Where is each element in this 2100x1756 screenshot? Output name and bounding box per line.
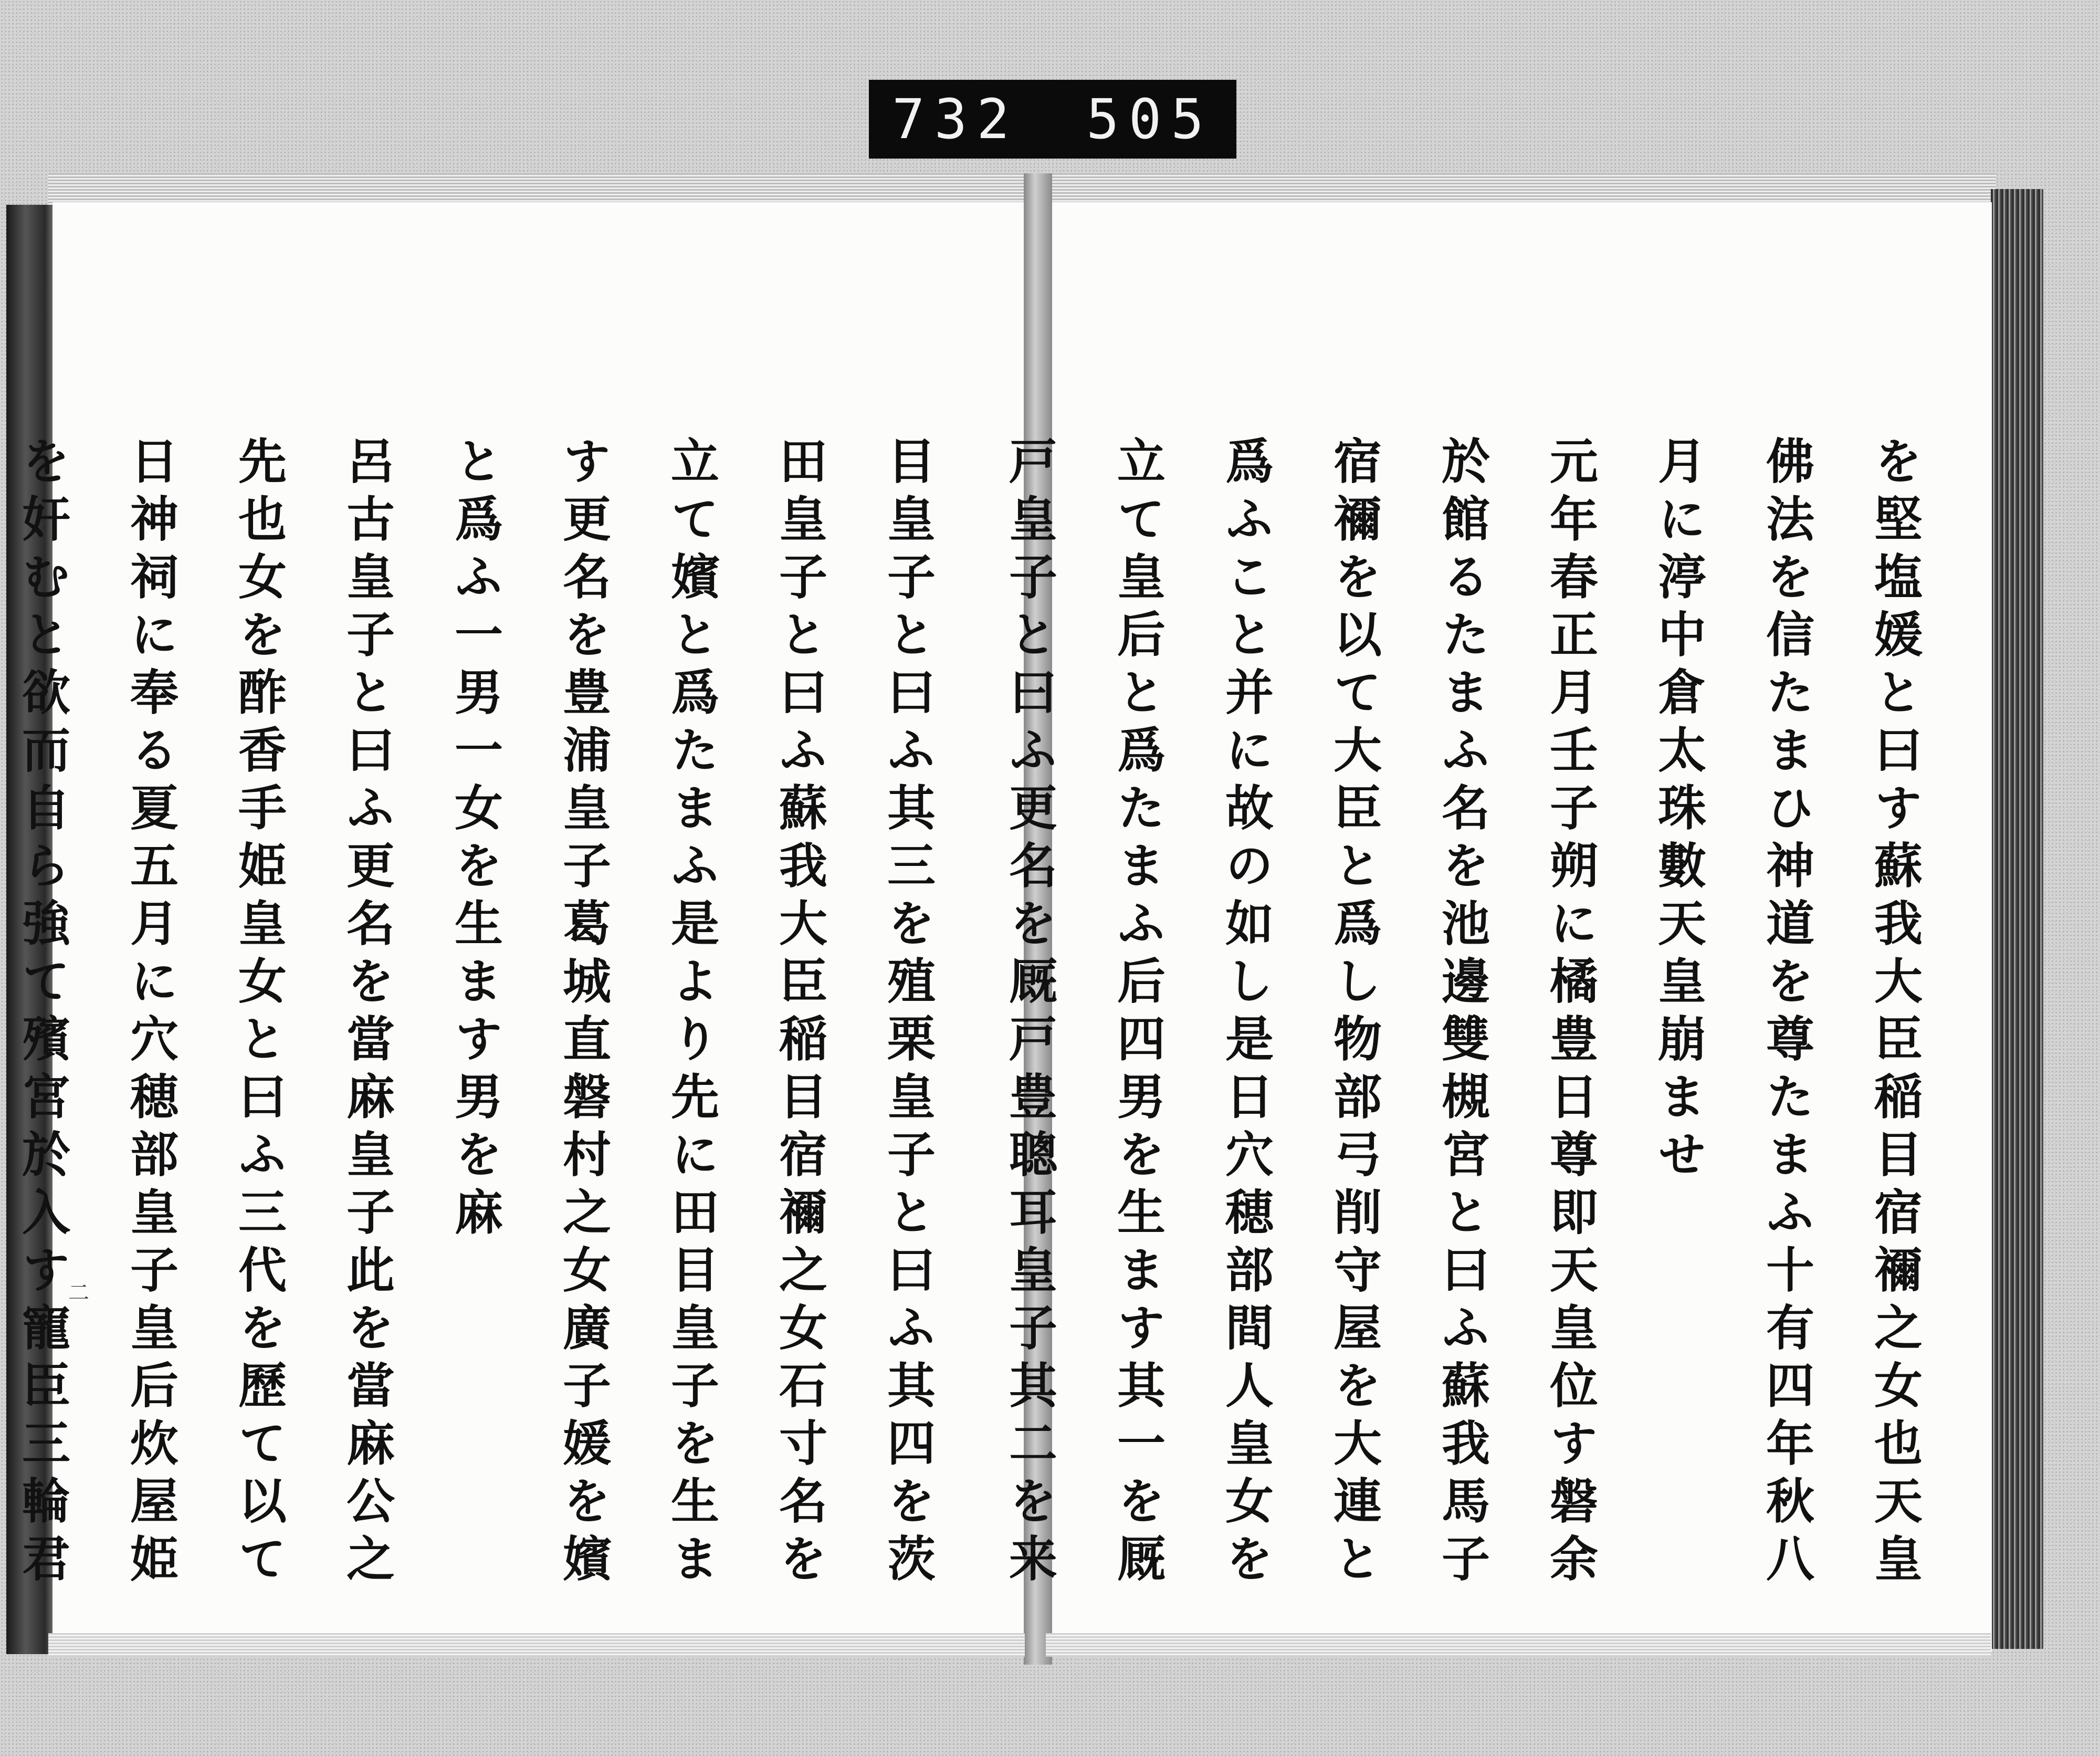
left-line-4: す更名を豊浦皇子葛城直磐村之女廣子媛を嬪	[555, 436, 612, 1591]
left-line-9: を奸むと欲而自ら強て殯宮於入す寵臣三輪君	[14, 436, 71, 1591]
left-line-1: 目皇子と曰ふ其三を殖栗皇子と曰ふ其四を茨	[879, 436, 936, 1591]
left-line-6: 呂古皇子と曰ふ更名を當麻皇子此を當麻公之	[339, 436, 395, 1591]
left-line-5: と爲ふ一男一女を生ます男を麻	[447, 436, 503, 1245]
right-line-1: を堅塩媛と曰す蘇我大臣稲目宿禰之女也天皇	[1866, 436, 1923, 1591]
catalog-right-number: 505	[1086, 87, 1213, 151]
left-line-2: 田皇子と曰ふ蘇我大臣稲目宿禰之女石寸名を	[771, 436, 828, 1591]
page-marker: 二	[68, 1281, 89, 1305]
right-line-8: 立て皇后と爲たまふ后四男を生ます其一を厩	[1109, 436, 1166, 1591]
catalog-left-number: 732	[892, 87, 1019, 151]
right-line-9: 戸皇子と曰ふ更名を厩戸豊聰耳皇子其二を来	[1001, 436, 1058, 1591]
right-line-7: 爲ふこと并に故の如し是日穴穂部間人皇女を	[1217, 436, 1274, 1591]
left-line-3: 立て嬪と爲たまふ是より先に田目皇子を生ま	[663, 436, 720, 1591]
left-line-8: 日神祠に奉る夏五月に穴穂部皇子皇后炊屋姫	[122, 436, 179, 1591]
right-line-2: 佛法を信たまひ神道を尊たまふ十有四年秋八	[1758, 436, 1815, 1591]
catalog-number-plate	[869, 80, 1236, 159]
right-cover-edge	[1991, 189, 2043, 1649]
left-page-text	[14, 436, 962, 1644]
right-line-4: 元年春正月壬子朔に橘豊日尊即天皇位す磐余	[1542, 436, 1599, 1591]
right-page-top-edge	[1046, 173, 1996, 205]
left-page-top-edge	[48, 173, 1025, 205]
right-page-text	[1001, 436, 1949, 1644]
right-line-5: 於館るたまふ名を池邊雙槻宮と曰ふ蘇我馬子	[1434, 436, 1490, 1591]
left-line-7: 先也女を酢香手姫皇女と曰ふ三代を歷て以て	[230, 436, 287, 1591]
right-line-3: 月に渟中倉太珠數天皇崩ませ	[1650, 436, 1707, 1187]
right-line-6: 宿禰を以て大臣と爲し物部弓削守屋を大連と	[1326, 436, 1382, 1591]
open-book	[6, 173, 2043, 1654]
